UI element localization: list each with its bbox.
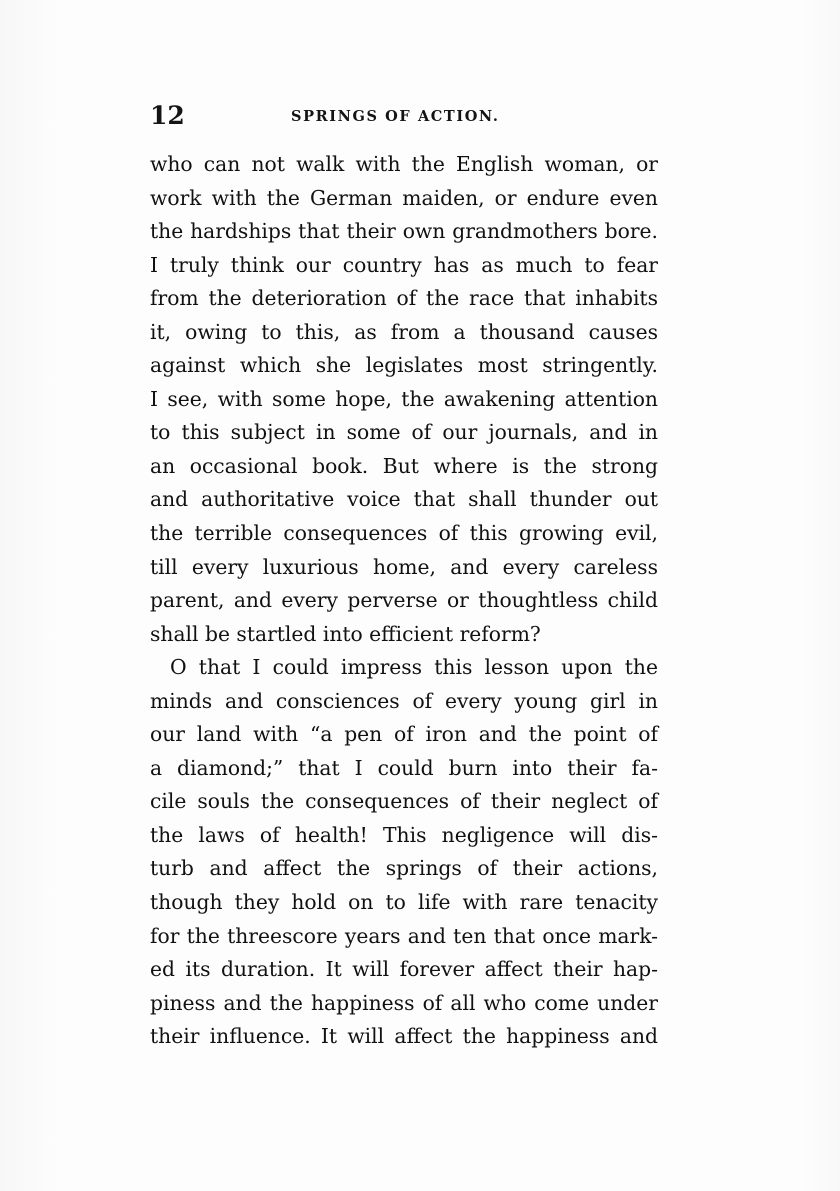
text-line: our land with “a pen of iron and the point of: [150, 722, 658, 747]
text-line: for the threescore years and ten that once mark-: [150, 923, 658, 948]
text-line: their influence. It will affect the happiness and: [150, 1024, 658, 1049]
text-line: the terrible consequences of this growing evil,: [150, 521, 658, 546]
text-line: who can not walk with the English woman, or: [150, 152, 658, 176]
text-line: the laws of health! This negligence will dis-: [150, 822, 658, 847]
text-line: work with the German maiden, or endure even: [150, 185, 658, 210]
text-line: from the deterioration of the race that inhabits: [150, 286, 658, 311]
text-line: shall be startled into efficient reform?: [150, 621, 541, 646]
paragraph-1: [150, 148, 658, 651]
text-line: turb and affect the springs of their actions,: [150, 856, 658, 881]
text-line: I see, with some hope, the awakening attention: [150, 386, 658, 411]
text-line: till every luxurious home, and every careless: [150, 554, 658, 579]
text-line: O that I could impress this lesson upon the: [170, 655, 658, 680]
text-line: parent, and every perverse or thoughtless child: [150, 588, 658, 613]
running-title: SPRINGS OF ACTION.: [291, 108, 500, 125]
text-line: piness and the happiness of all who come under: [150, 990, 658, 1015]
text-line: I truly think our country has as much to fear: [150, 252, 658, 277]
text-line: though they hold on to life with rare tenacity: [150, 890, 658, 915]
page-number: 12: [150, 101, 185, 130]
text-line: and authoritative voice that shall thunder out: [150, 487, 658, 512]
text-line: minds and consciences of every young girl in: [150, 688, 658, 713]
text-line: an occasional book. But where is the strong: [150, 453, 658, 478]
page-header: [150, 98, 660, 138]
text-line: to this subject in some of our journals, and in: [150, 420, 658, 445]
text-line: ed its duration. It will forever affect their hap-: [150, 957, 658, 982]
body-text: [150, 148, 658, 1054]
text-line: cile souls the consequences of their neglect of: [150, 789, 658, 814]
paragraph-2: [150, 651, 658, 1054]
text-line: a diamond;” that I could burn into their fa-: [150, 755, 658, 780]
text-line: against which she legislates most stringently.: [150, 353, 658, 378]
text-line: it, owing to this, as from a thousand causes: [150, 319, 658, 344]
text-line: the hardships that their own grandmothers bore.: [150, 219, 658, 244]
